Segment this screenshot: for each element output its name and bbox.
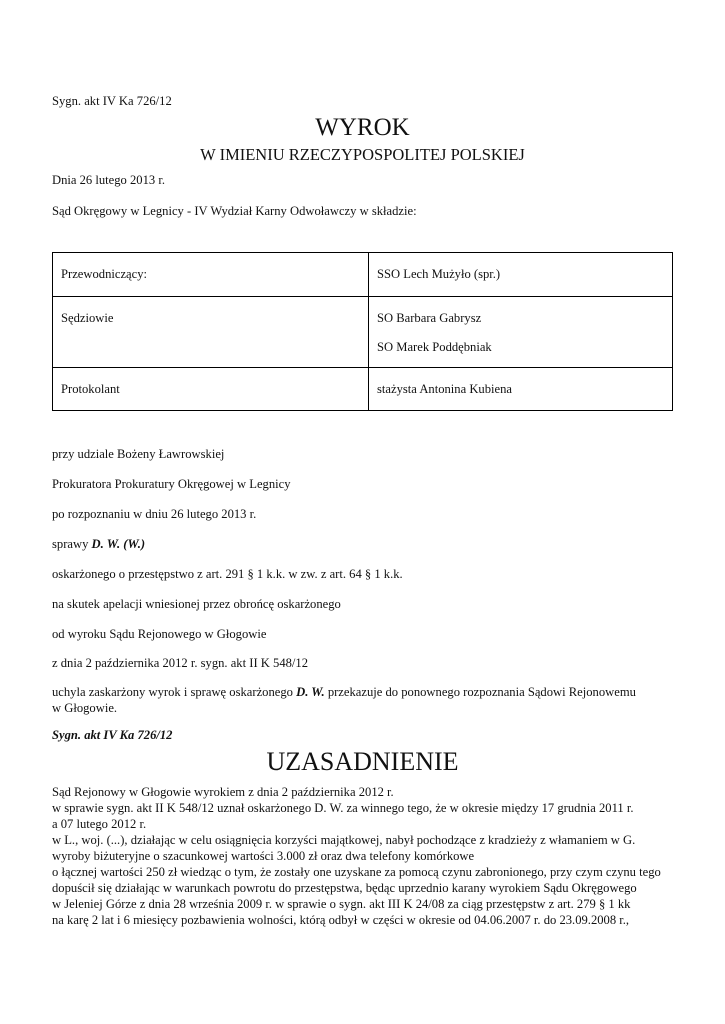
lower-court-line: od wyroku Sądu Rejonowego w Głogowie — [52, 627, 267, 641]
justification-signature-text: Sygn. akt IV Ka 726/12 — [52, 728, 173, 742]
judge-1: SO Barbara Gabrysz — [377, 311, 482, 325]
clerk-label: Protokolant — [53, 368, 369, 411]
bench-row-presiding — [53, 253, 673, 297]
charge-line: oskarżonego o przestępstwo z art. 291 § 1 k.k. w zw. z art. 64 § 1 k.k. — [52, 567, 403, 581]
judges-label: Sędziowie — [53, 297, 369, 368]
judges-value — [369, 297, 673, 368]
justification-line-2: w sprawie sygn. akt II K 548/12 uznał oskarżonego D. W. za winnego tego, że w okresie między 17 grudnia 2011 r. — [52, 801, 634, 815]
bench-table — [52, 252, 673, 411]
justification-line-8: w Jeleniej Górze z dnia 28 września 2009 r. w sprawie o sygn. akt III K 24/08 za ciąg przestępstw z art. 279 § 1 kk — [52, 897, 631, 911]
judgment-subtitle: W IMIENIU RZECZYPOSPOLITEJ POLSKIEJ — [200, 145, 525, 164]
justification-line-5: wyroby biżuteryjne o szacunkowej wartości 3.000 zł oraz dwa telefony komórkowe — [52, 849, 475, 863]
justification-line-4: w L., woj. (...), działając w celu osiągnięcia korzyści majątkowej, nabył pochodzące z kradzieży z włamaniem w G. — [52, 833, 636, 847]
appeal-line: na skutek apelacji wniesionej przez obrońcę oskarżonego — [52, 597, 341, 611]
decision-text-a: uchyla zaskarżony wyrok i sprawę oskarżonego — [52, 685, 297, 699]
judgment-date: Dnia 26 lutego 2013 r. — [52, 173, 165, 187]
justification-signature — [52, 727, 172, 743]
bench-row-clerk — [53, 368, 673, 411]
court-composition: Sąd Okręgowy w Legnicy - IV Wydział Karny Odwoławczy w składzie: — [52, 204, 417, 218]
bench-row-judges — [53, 297, 673, 368]
judgment-title: WYROK — [315, 114, 410, 141]
defendant-name: D. W. (W.) — [91, 537, 146, 551]
justification-title: UZASADNIENIE — [266, 747, 459, 776]
prosecutor-line: przy udziale Bożeny Ławrowskiej — [52, 447, 225, 461]
decision-defendant: D. W. — [296, 685, 325, 699]
case-of-line — [52, 536, 145, 552]
justification-line-9: na karę 2 lat i 6 miesięcy pozbawienia wolności, którą odbył w części w okresie od 04.06.2007 r. do 23.09.2008 r., — [52, 913, 630, 927]
case-of-prefix: sprawy — [52, 537, 92, 551]
justification-line-3: a 07 lutego 2012 r. — [52, 817, 147, 831]
judge-2: SO Marek Poddębniak — [377, 340, 492, 354]
decision-line-2: w Głogowie. — [52, 701, 118, 715]
justification-line-7: dopuścił się działając w warunkach powrotu do przestępstwa, będąc uprzednio karany wyrokiem Sądu Okręgowego — [52, 881, 637, 895]
presiding-label: Przewodniczący: — [53, 253, 369, 297]
decision-text-b: przekazuje do ponownego rozpoznania Sądowi Rejonowemu — [324, 685, 636, 699]
clerk-value: stażysta Antonina Kubiena — [369, 368, 673, 411]
justification-line-1: Sąd Rejonowy w Głogowie wyrokiem z dnia 2 października 2012 r. — [52, 785, 394, 799]
presiding-value: SSO Lech Mużyło (spr.) — [369, 253, 673, 297]
decision-line — [52, 684, 636, 700]
hearing-date-line: po rozpoznaniu w dniu 26 lutego 2013 r. — [52, 507, 257, 521]
lower-judgment-line: z dnia 2 października 2012 r. sygn. akt II K 548/12 — [52, 656, 309, 670]
case-signature: Sygn. akt IV Ka 726/12 — [52, 94, 172, 108]
justification-line-6: o łącznej wartości 250 zł wiedząc o tym, że zostały one uzyskane za pomocą czynu zabronionego, przy czym czynu tego — [52, 865, 661, 879]
prosecutor-office-line: Prokuratora Prokuratury Okręgowej w Legnicy — [52, 477, 291, 491]
